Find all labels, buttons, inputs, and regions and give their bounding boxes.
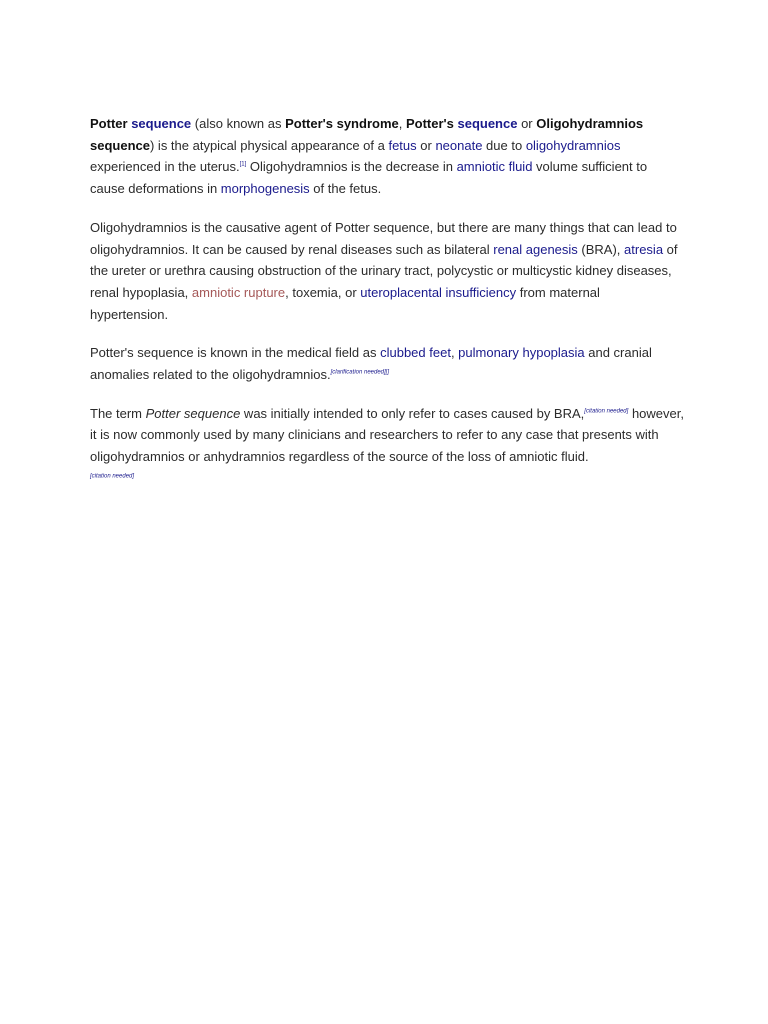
- text: due to: [482, 137, 526, 153]
- paragraph-signs: [90, 342, 670, 385]
- text: was initially intended to only refer to cases caused by BRA,: [240, 405, 585, 421]
- text: ,: [398, 116, 406, 131]
- text: or: [416, 137, 436, 153]
- citation-needed-tag[interactable]: [citation needed]: [584, 408, 629, 415]
- link-renal-agenesis[interactable]: renal agenesis: [493, 241, 578, 257]
- paragraph-causes: [90, 217, 680, 326]
- text: or: [517, 116, 537, 131]
- text: (BRA),: [577, 241, 625, 257]
- term-oligohydramnios-sequence: Oligohydramnios sequence: [90, 116, 644, 153]
- link-neonate[interactable]: neonate: [435, 137, 483, 153]
- link-pulmonary-hypoplasia[interactable]: pulmonary hypoplasia: [458, 345, 585, 361]
- term-potters: Potter's: [405, 116, 454, 131]
- link-amniotic-rupture[interactable]: amniotic rupture: [191, 284, 286, 300]
- link-sequence[interactable]: sequence: [131, 116, 192, 131]
- link-sequence-2[interactable]: sequence: [457, 116, 518, 131]
- text: Oligohydramnios is the decrease in: [246, 159, 457, 175]
- link-atresia[interactable]: atresia: [624, 241, 664, 257]
- term-potter: Potter: [90, 116, 128, 131]
- term-potter-sequence: Potter sequence: [145, 405, 241, 421]
- link-amniotic-fluid[interactable]: amniotic fluid: [456, 159, 533, 175]
- text: ,: [450, 345, 459, 361]
- text: of the ureter or urethra causing obstruction of the urinary tract, polycystic or multicystic kidney diseases, renal hypoplasia,: [90, 241, 678, 300]
- text: of the fetus.: [309, 181, 382, 197]
- link-oligohydramnios[interactable]: oligohydramnios: [525, 137, 621, 153]
- link-uteroplacental-insufficiency[interactable]: uteroplacental insufficiency: [360, 284, 517, 300]
- text: Oligohydramnios is the causative agent of Potter sequence, but there are many things that can lead to oligohydramnios. It can be caused by renal diseases such as bilateral: [90, 219, 677, 257]
- clarification-needed-tag[interactable]: [clarification needed][]: [330, 369, 390, 376]
- link-fetus[interactable]: fetus: [388, 137, 417, 153]
- term-potters-syndrome: Potter's syndrome: [285, 116, 399, 131]
- text: and cranial anomalies related to the oligohydramnios.: [90, 345, 652, 383]
- link-clubbed-feet[interactable]: clubbed feet: [380, 345, 451, 361]
- text: however, it is now commonly used by many clinicians and researchers to refer to any case that presents with oligohydramnios or anhydramnios regardless of the source of the loss of amniotic fluid.: [90, 405, 684, 465]
- paragraph-terminology: [90, 403, 690, 490]
- text: ) is the atypical physical appearance of a: [149, 137, 389, 153]
- text: , toxemia, or: [285, 284, 361, 300]
- text: volume sufficient to cause deformations in: [90, 159, 648, 197]
- citation-needed-tag-2[interactable]: [citation needed]: [90, 473, 135, 480]
- text: (also known as: [191, 116, 286, 131]
- reference-1[interactable]: [1]: [239, 162, 247, 169]
- text: Potter's sequence is known in the medical field as: [90, 345, 381, 361]
- article-body: [90, 113, 690, 490]
- paragraph-intro: [90, 113, 653, 200]
- link-morphogenesis[interactable]: morphogenesis: [220, 181, 310, 197]
- text: from maternal hypertension.: [90, 284, 600, 322]
- text: experienced in the uterus.: [90, 159, 240, 175]
- text: The term: [90, 405, 146, 421]
